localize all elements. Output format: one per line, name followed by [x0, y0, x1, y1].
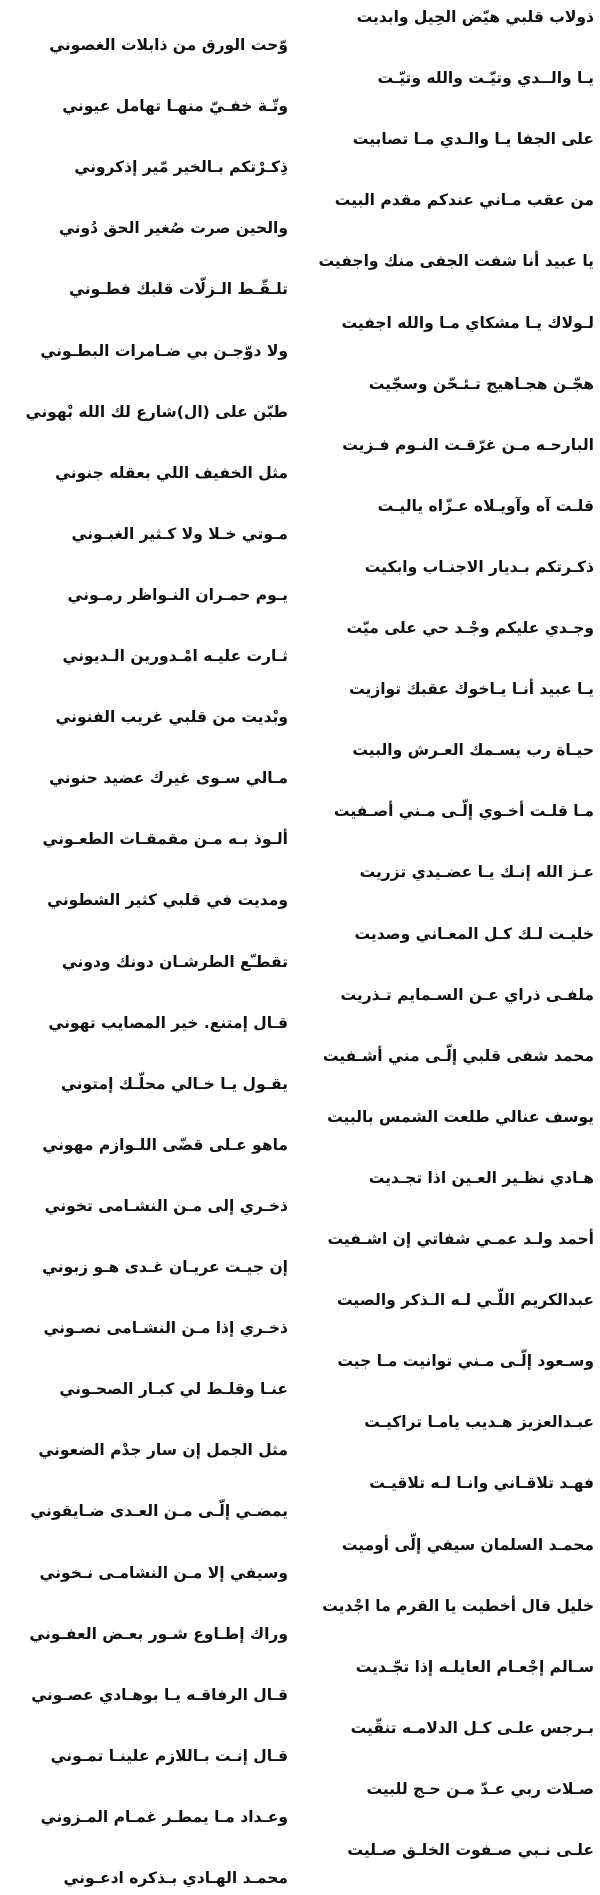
verse-second-hemistich: ذخـري إلى مـن النشـامى تخوني [44, 1196, 288, 1215]
verse-row [0, 244, 600, 299]
verse-first-hemistich: وجـدي عليكم وجْـد حي على ميّت [346, 619, 594, 637]
verse-first-hemistich: ذكـرتكم بـديار الاجنـاب وابكيت [364, 557, 594, 576]
verse-row [0, 1833, 600, 1887]
verse-first-hemistich: هـادي نظـير العـين اذا تجـديت [368, 1168, 594, 1187]
verse-second-hemistich: وبْديت من قلبي غريب الفنوني [55, 708, 288, 727]
verse-second-hemistich: قـال إمتنع. خير المصايب تهوني [48, 1013, 288, 1032]
verse-row [0, 306, 600, 360]
verse-second-hemistich: وتّـة خفـيّ منهـا تهامل عيوني [62, 97, 288, 116]
verse-second-hemistich: عنـا وقلـط لي كبـار الصحـوني [59, 1380, 288, 1399]
verse-second-hemistich: يمضـي إلّـى مـن العـدى ضـايقوني [30, 1502, 288, 1521]
verse-row [0, 672, 600, 727]
verse-first-hemistich: محمـد السلمان سيفي إلّى أوميت [341, 1535, 594, 1554]
verse-first-hemistich: بـرجس علـى كـل الدلامـه تنقّيت [350, 1718, 594, 1737]
verse-second-hemistich: تقطـّع الطرشـان دونك ودوني [61, 952, 288, 971]
verse-first-hemistich: قلـت آه وآويـلاه عـزّاه ياليـت [377, 496, 594, 515]
verse-second-hemistich: ومديت في قلبي كثير الشطوني [47, 891, 288, 910]
verse-first-hemistich: ذولاب قلبي هيّض الحِيل وابديت [356, 8, 594, 26]
verse-row [0, 1039, 600, 1093]
verse-row [0, 1711, 600, 1765]
verse-first-hemistich: عـز الله إنـك يـا عضـيدي تزريت [359, 863, 594, 882]
verse-second-hemistich: ذخـري إذا مـن النشـامى نصـوني [43, 1319, 288, 1338]
verse-first-hemistich: يـا والــدي وتيّـت والله وتيّـت [377, 69, 594, 88]
verse-first-hemistich: خليل قال أخطيت يا القرم ما اجْديت [322, 1596, 594, 1615]
verse-first-hemistich: عبـدالعزيز هـديب يامـا تراكيـت [364, 1413, 594, 1432]
verse-second-hemistich: ولا دوّجـن بي ضـامرات البطـوني [40, 341, 288, 360]
verse-first-hemistich: يا عبيد أنا شفت الجفى منك واجفيت [318, 252, 594, 271]
verse-second-hemistich: ماهو عـلى قضّى اللـوازم مهوني [42, 1135, 288, 1154]
verse-second-hemistich: وسيفي إلا مـن النشامـى نـخوني [39, 1563, 288, 1582]
verse-row [0, 1772, 600, 1826]
verse-second-hemistich: طبّن على (ال)شارع لك الله بْهوني [25, 402, 288, 421]
verse-row [0, 611, 600, 665]
verse-row [0, 428, 600, 482]
verse-first-hemistich: وسـعود إلّـى مـني توانيت مـا جيت [337, 1352, 594, 1371]
verse-row [0, 489, 600, 543]
verse-second-hemistich: إن جيـت عريـان غـدى هـو زبوني [42, 1258, 288, 1276]
verse-first-hemistich: صـلات ربي عـدّ مـن حـج للبيت [366, 1779, 594, 1798]
verse-row [0, 1222, 600, 1276]
verse-row [0, 1405, 600, 1460]
verse-second-hemistich: ثـارت عليـه امْـدورين الـديوني [62, 647, 288, 665]
verse-second-hemistich: والحين صرت صُغير الحق دُوني [58, 219, 288, 238]
verse-row [0, 1100, 600, 1154]
verse-second-hemistich: وراك إطـاوع شـور بعـض العفـوني [29, 1624, 288, 1643]
verse-second-hemistich: محمـد الهـادي بـذكره ادعـوني [63, 1869, 288, 1887]
verse-row [0, 1466, 600, 1521]
verse-first-hemistich: من عقب مـاني عندكم مقدم البيت [334, 191, 594, 210]
verse-first-hemistich: لـولاك يـا مشكاي مـا والله اجفيت [341, 313, 594, 332]
verse-row [0, 978, 600, 1032]
verse-row [0, 1283, 600, 1338]
verse-first-hemistich: هجّـن هجـاهيج تـئـحّن وسجّيت [368, 374, 594, 393]
verse-second-hemistich: مـالي سـوى غيرك عضيد حنوني [49, 769, 288, 788]
verse-first-hemistich: أحمد ولـد عمـي شفاتي إن اشـفيت [327, 1230, 594, 1248]
verse-second-hemistich: وعـداد مـا يمطـر غمـام المـزوني [40, 1807, 288, 1826]
verse-first-hemistich: خليـت لـك كـل المعـاني وصديت [354, 924, 594, 943]
verse-second-hemistich: قـال إنـت بـاللازم علينـا تمـوني [50, 1746, 288, 1765]
verse-row [0, 1528, 600, 1582]
verse-second-hemistich: ذِكـرْتكم بـالخير مّير إذكروني [74, 158, 288, 177]
verse-second-hemistich: وّحت الورق من ذابلات الغصوني [49, 36, 288, 54]
verse-second-hemistich: يـوم حمـران النـواظر رمـوني [67, 585, 288, 604]
verse-row [0, 917, 600, 971]
verse-second-hemistich: مـوتي خـلا ولا كـثير الغبـوني [71, 524, 288, 543]
verse-second-hemistich: يقـول يـا خـالي محلّـك إمتوني [60, 1074, 288, 1093]
verse-row [0, 855, 600, 910]
verse-first-hemistich: عبدالكريم اللّـي لـه الـذكر والصيت [337, 1291, 594, 1310]
verse-row [0, 794, 600, 849]
verse-first-hemistich: مـا قلـت أخـوي إلّـى مـني أصـفيت [333, 802, 594, 821]
verse-row [0, 61, 600, 116]
verse-row [0, 1344, 600, 1399]
verse-row [0, 1589, 600, 1643]
verse-first-hemistich: محمد شفى قلبي إلّـى مني أشـفيت [322, 1046, 594, 1065]
verse-first-hemistich: يوسف عنالي طلعت الشمس بالبيت [327, 1107, 594, 1126]
verse-second-hemistich: ألـوذ بـه مـن مقمقـات الطعـوني [42, 830, 288, 849]
verse-first-hemistich: حيـاة رب يسـمك العـرش والبيت [352, 741, 594, 760]
verse-first-hemistich: يـا عبيد أنـا يـاخوك عقبك توازيت [349, 680, 594, 699]
verse-second-hemistich: قـال الرفاقـه يـا بوهـادي عصـوني [31, 1685, 288, 1704]
verse-row [0, 1161, 600, 1215]
verse-row [0, 1650, 600, 1704]
verse-row [0, 0, 600, 54]
verse-row [0, 367, 600, 421]
verse-second-hemistich: مثل الجمل إن سار جدْم الضعوني [38, 1441, 288, 1460]
verse-row [0, 122, 600, 177]
verse-first-hemistich: على الجفا يـا والـدي مـا تصابيت [352, 130, 594, 149]
verse-first-hemistich: البارحـه مـن غرّقـت النـوم فـزيت [342, 435, 594, 454]
verse-row [0, 550, 600, 604]
verse-row [0, 183, 600, 238]
verse-second-hemistich: مثل الخفيف اللي بعقله جنوني [55, 463, 288, 482]
verse-first-hemistich: سـالم إجْعـام العايلـه إذا تجّـديت [355, 1657, 594, 1676]
verse-second-hemistich: تلـقّـط الـزلّات قلبك فطـوني [69, 280, 288, 299]
verse-first-hemistich: علـى نـبي صـفوت الخلـق صـليت [347, 1841, 594, 1859]
verse-first-hemistich: ملفـى ذراي عـن السـمايم تـذريت [340, 985, 594, 1004]
verse-first-hemistich: فهـد تلاقـاني وانـا لـه تلاقيـت [369, 1474, 594, 1493]
verse-row [0, 733, 600, 788]
